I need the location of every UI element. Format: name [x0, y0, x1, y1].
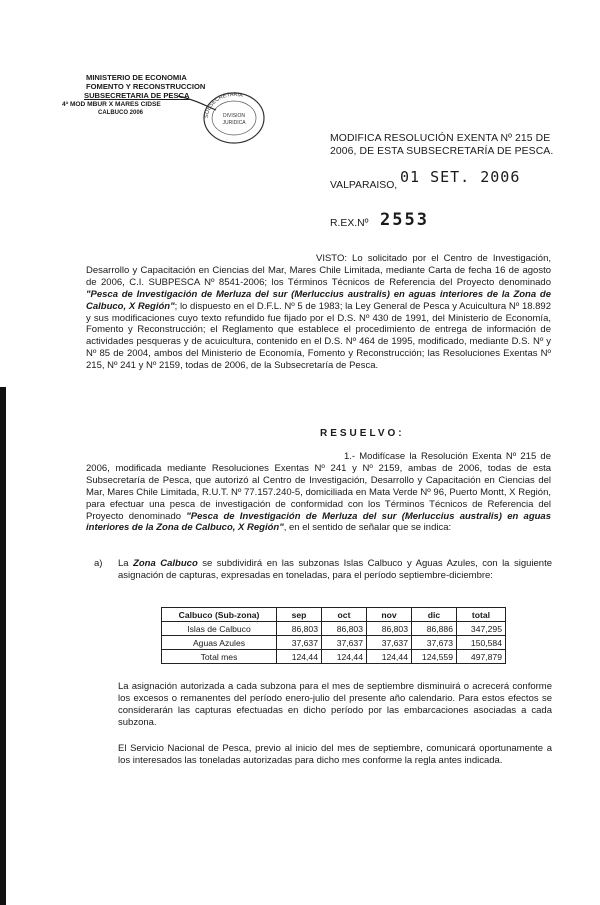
letterhead-reference: 4ª MOD MBUR X MARES CIDSE: [62, 101, 161, 108]
point1-project-name: "Pesca de Investigación de Merluza del sur (Merluccius australis) en aguas interiores de la Zona de Calbuco, X Región": [86, 510, 551, 534]
place-label: VALPARAISO,: [330, 180, 398, 191]
table-cell: 124,44: [367, 650, 412, 664]
table-header-cell: total: [457, 608, 506, 622]
table-cell: 86,803: [322, 622, 367, 636]
paragraph-allocation-adjustment: La asignación autorizada a cada subzona para el mes de septiembre disminuirá o acrecerá conforme los excesos o remanentes del período enero-julio del presente año calendario. Para estos efectos se considerarán las capturas efectuadas en dicho período por las embarcaciones asociadas a cada subzona.: [118, 681, 552, 728]
visto-lead: VISTO: Lo solicitado por el Centro de Investigación, Desarrollo y Capacitación en Ciencias del Mar, Mares Chile Limitada, mediante Carta de fecha 16 de agosto de 2006, C.I. SUBPESCA Nº 8541-2006; los Términos Técnicos de Referencia del Proyecto denominado: [86, 253, 551, 288]
table-cell: 37,637: [277, 636, 322, 650]
table-header-cell: sep: [277, 608, 322, 622]
seal-center-line2: JURIDICA: [222, 120, 246, 126]
seal-arc-text: SUBSECRETARIA: [203, 91, 244, 119]
visto-paragraph: [86, 253, 551, 372]
table-cell: 86,803: [277, 622, 322, 636]
table-cell: 150,584: [457, 636, 506, 650]
table-cell: 86,803: [367, 622, 412, 636]
table-cell: 37,637: [322, 636, 367, 650]
rex-label: R.EX.Nº: [330, 218, 369, 229]
table-header-cell: Calbuco (Sub-zona): [162, 608, 277, 622]
subpoint-a-marker: a): [94, 558, 103, 569]
letterhead-ministry: MINISTERIO DE ECONOMIA: [86, 73, 187, 82]
seal-stamp: [176, 86, 268, 146]
resuelvo-heading: RESUELVO:: [320, 428, 405, 439]
subpoint-a-zone: Zona Calbuco: [133, 558, 198, 569]
scan-edge-bar: [0, 387, 6, 905]
table-cell: 347,295: [457, 622, 506, 636]
table-cell: 86,886: [412, 622, 457, 636]
subpoint-a-rest: se subdividirá en las subzonas Islas Calbuco y Aguas Azules, con la siguiente asignación de capturas, expresadas en toneladas, para el período septiembre-diciembre:: [118, 558, 552, 581]
rex-number: 2553: [380, 210, 429, 230]
table-cell: Total mes: [162, 650, 277, 664]
table-cell: 124,44: [277, 650, 322, 664]
table-row: [162, 650, 506, 664]
letterhead-place-year: CALBUCO 2006: [98, 110, 144, 116]
table-row: [162, 636, 506, 650]
paragraph-sernapesca-notice: El Servicio Nacional de Pesca, previo al inicio del mes de septiembre, comunicará oportunamente a los interesados las toneladas autorizadas para dicho mes conforme la regla antes indicada.: [118, 743, 552, 766]
table-header-cell: nov: [367, 608, 412, 622]
seal-center-line1: DIVISION: [223, 113, 245, 119]
table-header-row: [162, 608, 506, 622]
table-cell: Islas de Calbuco: [162, 622, 277, 636]
captures-table: [161, 607, 506, 664]
table-cell: 37,637: [367, 636, 412, 650]
visto-project-name: "Pesca de Investigación de Merluza del sur (Merluccius australis) en aguas interiores de la Zona de Calbuco, X Región": [86, 288, 551, 312]
resolution-subject: MODIFICA RESOLUCIÓN EXENTA Nº 215 DE 2006, DE ESTA SUBSECRETARÍA DE PESCA.: [330, 133, 554, 157]
visto-rest: ; lo dispuesto en el D.F.L. Nº 5 de 1983; la Ley General de Pesca y Acuicultura Nº 18.892 y sus modificaciones cuyo texto refundido fue fijado por el D.S. Nº 430 de 1991, del Ministerio de Economía, Fomento y Reconstrucción; el Reglamento que establece el procedimiento de entrega de información de actividades pesqueras y de acuicultura, contenido en el D.S. Nº 464 de 1995, modificado, mediante D.S. Nº y Nº 85 de 2004, ambos del Ministerio de Economía, Fomento y Reconstrucción; las Resoluciones Exentas Nº 215, Nº 241 y Nº 2159, todas de 2006, de la Subsecretaría de Pesca.: [86, 300, 551, 372]
subpoint-a: [94, 558, 552, 582]
table-cell: 497,879: [457, 650, 506, 664]
point1-rest: , en el sentido de señalar que se indica:: [283, 522, 452, 534]
table-cell: 124,44: [322, 650, 367, 664]
subpoint-a-lead: La: [118, 558, 134, 569]
table-row: [162, 622, 506, 636]
table-cell: 124,559: [412, 650, 457, 664]
date-stamp: 01 SET. 2006: [400, 168, 521, 186]
resolution-point-1: [86, 451, 551, 534]
point1-lead: 1.- Modifícase la Resolución Exenta Nº 215 de 2006, modificada mediante Resoluciones Exentas Nº 241 y Nº 2159, ambas de 2006, todas de esta Subsecretaría de Pesca, que autorizó al Centro de Investigación, Desarrollo y Capacitación en Ciencias del Mar, Mares Chile Limitada, R.U.T. Nº 77.157.240-5, domiciliada en Mata Verde Nº 96, Puerto Montt, X Región, para efectuar una pesca de investigación de conformidad con los Términos Técnicos de Referencia del Proyecto denominado: [86, 451, 551, 522]
table-cell: 37,673: [412, 636, 457, 650]
table-header-cell: oct: [322, 608, 367, 622]
letterhead-fomento: FOMENTO Y RECONSTRUCCION: [86, 82, 206, 91]
letterhead-subsecretaria: SUBSECRETARIA DE PESCA: [84, 91, 190, 100]
table-header-cell: dic: [412, 608, 457, 622]
table-cell: Aguas Azules: [162, 636, 277, 650]
